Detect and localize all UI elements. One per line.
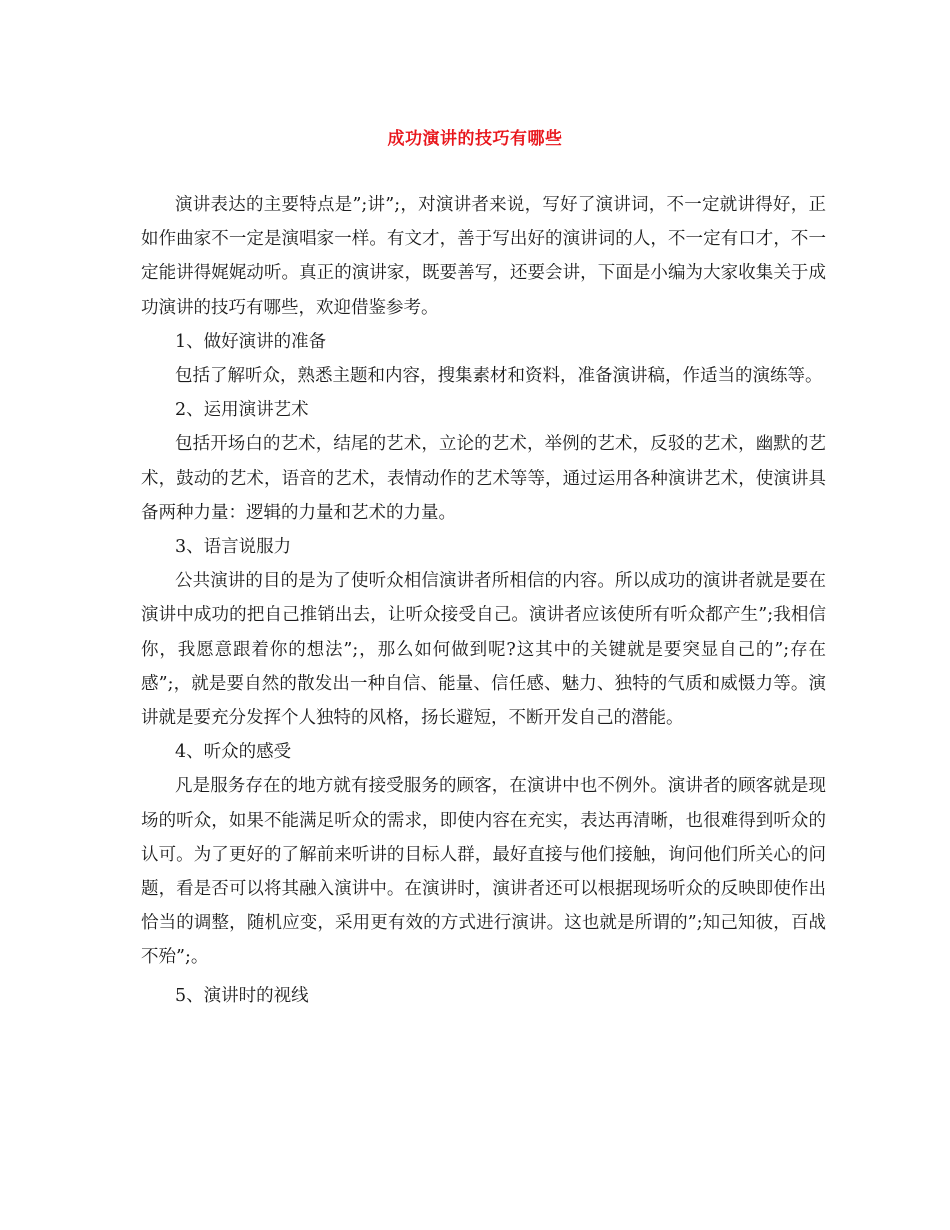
section-paragraph-2: 包括开场白的艺术，结尾的艺术，立论的艺术，举例的艺术，反驳的艺术，幽默的艺术，鼓动的艺术，语音的艺术，表情动作的艺术等等，通过运用各种演讲艺术，使演讲具备两种力量：逻辑的力量和艺术的力量。	[141, 434, 826, 523]
intro-paragraph: 演讲表达的主要特点是”;讲”;，对演讲者来说，写好了演讲词，不一定就讲得好，正如作曲家不一定是演唱家一样。有文才，善于写出好的演讲词的人，不一定有口才，不一定能讲得娓娓动听。真正的演讲家，既要善写，还要会讲，下面是小编为大家收集关于成功演讲的技巧有哪些，欢迎借鉴参考。	[141, 195, 826, 318]
section-paragraph-3: 公共演讲的目的是为了使听众相信演讲者所相信的内容。所以成功的演讲者就是要在演讲中成功的把自己推销出去，让听众接受自己。演讲者应该使所有听众都产生”;我相信你，我愿意跟着你的想法”;，那么如何做到呢?这其中的关键就是要突显自己的”;存在感”;，就是要自然的散发出一种自信、能量、信任感、魅力、独特的气质和威慑力等。演讲就是要充分发挥个人独特的风格，扬长避短，不断开发自己的潜能。	[141, 571, 826, 729]
document-title: 成功演讲的技巧有哪些	[387, 129, 563, 149]
section-heading-3: 3、语言说服力	[175, 537, 292, 558]
section-paragraph-4: 凡是服务存在的地方就有接受服务的顾客，在演讲中也不例外。演讲者的顾客就是现场的听众，如果不能满足听众的需求，即使内容在充实，表达再清晰，也很难得到听众的认可。为了更好的了解前来听讲的目标人群，最好直接与他们接触，询问他们所关心的问题，看是否可以将其融入演讲中。在演讲时，演讲者还可以根据现场听众的反映即使作出恰当的调整，随机应变，采用更有效的方式进行演讲。这也就是所谓的”;知己知彼，百战不殆”;。	[141, 776, 826, 968]
section-heading-1: 1、做好演讲的准备	[175, 331, 327, 352]
section-paragraph-1: 包括了解听众，熟悉主题和内容，搜集素材和资料，准备演讲稿，作适当的演练等。	[175, 366, 823, 387]
section-heading-4: 4、听众的感受	[175, 742, 292, 763]
section-heading-5: 5、演讲时的视线	[175, 985, 309, 1006]
document-body	[141, 188, 826, 1013]
section-heading-2: 2、运用演讲艺术	[175, 400, 309, 421]
